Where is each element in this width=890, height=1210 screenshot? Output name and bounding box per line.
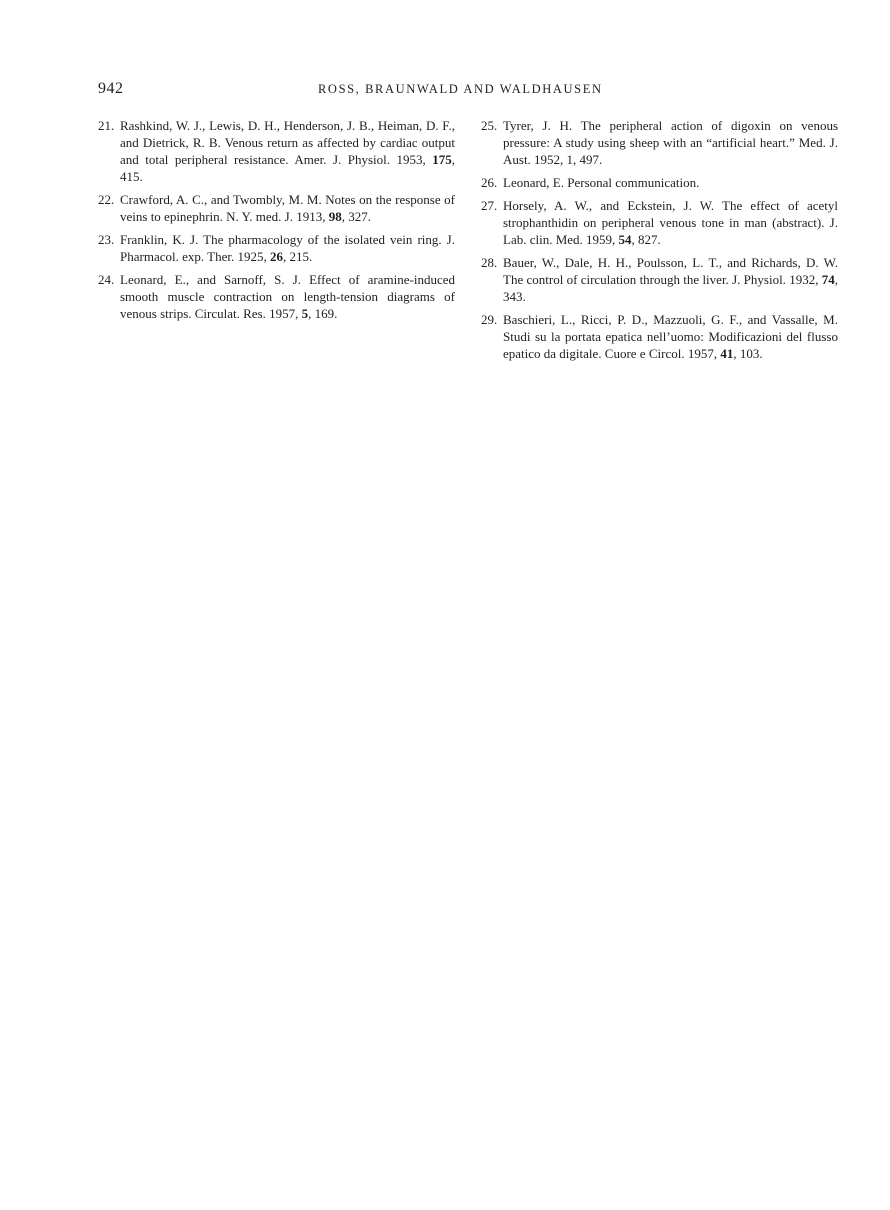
reference-23 xyxy=(98,231,455,265)
reference-volume: 98 xyxy=(328,209,342,224)
reference-25 xyxy=(481,117,838,168)
reference-column-left xyxy=(98,117,455,368)
reference-number: 28. xyxy=(481,255,498,270)
reference-number: 24. xyxy=(98,272,115,287)
reference-pages: , 343. xyxy=(503,272,838,304)
reference-24 xyxy=(98,271,455,322)
reference-number: 25. xyxy=(481,118,498,133)
reference-number: 27. xyxy=(481,198,498,213)
reference-number: 22. xyxy=(98,192,115,207)
reference-list xyxy=(98,117,838,368)
reference-volume: 41 xyxy=(720,346,734,361)
page-number: 942 xyxy=(98,80,124,97)
running-header xyxy=(98,80,838,102)
reference-29 xyxy=(481,311,838,362)
reference-pages: , 215. xyxy=(282,249,313,264)
reference-text: Horsely, A. W., and Eckstein, J. W. The effect of acetyl strophanthidin on peripheral venous tone in man (abstract). J. Lab. clin. Med. 1959, xyxy=(503,198,838,247)
reference-pages: , 327. xyxy=(341,209,371,224)
reference-volume: 5 xyxy=(301,306,309,321)
reference-number: 21. xyxy=(98,118,115,133)
reference-28 xyxy=(481,254,838,305)
reference-column-right xyxy=(481,117,838,368)
reference-volume: 54 xyxy=(618,232,632,247)
reference-text: Baschieri, L., Ricci, P. D., Mazzuoli, G. F., and Vassalle, M. Studi su la portata epatica nell’uomo: Modificazioni del flusso epatico da digitale. Cuore e Circol. 1957, xyxy=(503,312,838,361)
running-title: ROSS, BRAUNWALD AND WALDHAUSEN xyxy=(318,82,603,96)
reference-22 xyxy=(98,191,455,225)
reference-number: 26. xyxy=(481,175,498,190)
reference-text: Crawford, A. C., and Twombly, M. M. Notes on the response of veins to epinephrin. N. Y. med. J. 1913, xyxy=(120,192,455,224)
reference-text: Tyrer, J. H. The peripheral action of digoxin on venous pressure: A study using sheep with an “artificial heart.” Med. J. Aust. 1952, 1, 497. xyxy=(503,118,838,167)
reference-text: Leonard, E., and Sarnoff, S. J. Effect of aramine-induced smooth muscle contraction on length-tension diagrams of venous strips. Circulat. Res. 1957, xyxy=(120,272,455,321)
reference-volume: 74 xyxy=(821,272,835,287)
reference-pages: , 827. xyxy=(631,232,661,247)
reference-text: Leonard, E. Personal communication. xyxy=(503,175,700,190)
reference-26 xyxy=(481,174,838,191)
reference-number: 23. xyxy=(98,232,115,247)
reference-27 xyxy=(481,197,838,248)
reference-number: 29. xyxy=(481,312,498,327)
reference-text: Franklin, K. J. The pharmacology of the isolated vein ring. J. Pharmacol. exp. Ther. 1925, xyxy=(120,232,455,264)
reference-volume: 175 xyxy=(432,152,452,167)
reference-volume: 26 xyxy=(269,249,283,264)
reference-21 xyxy=(98,117,455,185)
reference-pages: , 103. xyxy=(733,346,763,361)
reference-text: Rashkind, W. J., Lewis, D. H., Henderson, J. B., Heiman, D. F., and Dietrick, R. B. Venous return as affected by cardiac output and total peripheral resistance. Amer. J. Physiol. 1953, xyxy=(120,118,455,167)
reference-pages: , 169. xyxy=(308,306,338,321)
reference-pages: , 415. xyxy=(120,152,455,184)
reference-text: Bauer, W., Dale, H. H., Poulsson, L. T., and Richards, D. W. The control of circulation through the liver. J. Physiol. 1932, xyxy=(503,255,838,287)
